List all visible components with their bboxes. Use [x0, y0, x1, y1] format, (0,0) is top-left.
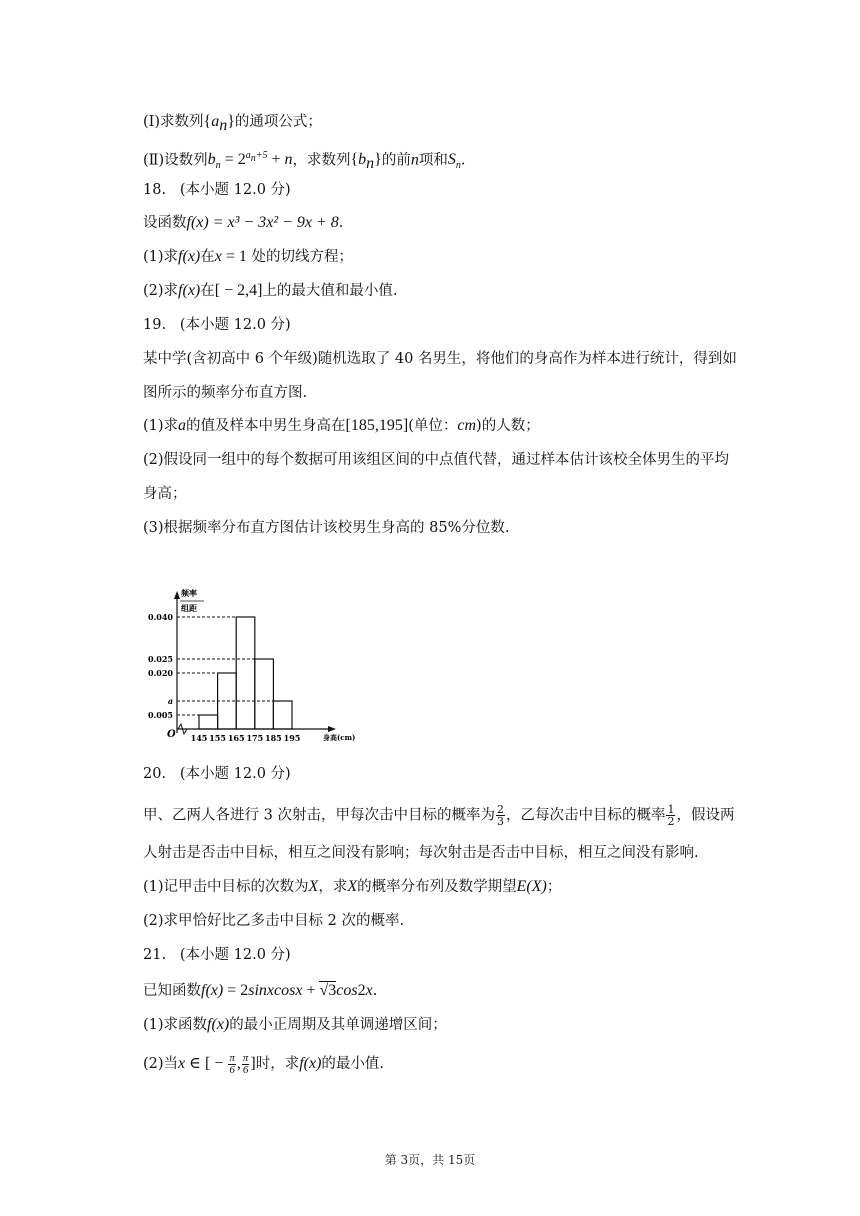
origin-label: O	[167, 729, 176, 740]
x-tick-label: 165	[227, 733, 245, 743]
q20-p1-end: ；	[546, 879, 562, 895]
q20-p1-mid: ，求	[318, 879, 348, 895]
q21-p2-pre: (2)当	[143, 1056, 179, 1073]
q21-p1-pre: (1)求函数	[143, 1017, 208, 1033]
q18-part2	[143, 281, 398, 301]
frac1-num: 2	[496, 803, 504, 816]
x-axis-label: 身高(cm)	[323, 733, 356, 742]
y-label-top: 频率	[181, 588, 197, 598]
q18-header	[143, 180, 291, 200]
q21-stem	[143, 981, 377, 1001]
x-axis-arrow	[328, 726, 336, 732]
q19-part3: (3)根据频率分布直方图估计该校男生身高的 85%分位数.	[143, 520, 510, 536]
page-footer: 第 3页，共 15页	[384, 1153, 476, 1167]
q20-tag: (本小题 12.0 分)	[179, 766, 291, 782]
histogram-bar	[273, 701, 292, 729]
math-bn-def: $b_n = 2^{a_n+5} + n$	[207, 150, 293, 172]
x-tick-label: 195	[283, 733, 301, 743]
y-tick-label: 0.020	[147, 668, 173, 678]
math-cm: cm	[457, 417, 477, 434]
x-tick-label: 185	[265, 733, 282, 743]
frac2-den: 2	[667, 815, 675, 828]
math-fx: f(x)	[207, 1016, 230, 1033]
q17-part2-mid: ，求数列	[292, 152, 351, 169]
q18-p2-pre: (2)求	[143, 283, 179, 299]
q18-p2-end: 上的最大值和最小值.	[262, 283, 398, 299]
q18-tag: (本小题 12.0 分)	[179, 182, 291, 198]
q20-p1-pre: (1)记甲击中目标的次数为	[143, 879, 309, 895]
q17-part1-pre: (Ⅰ)求数列	[143, 114, 204, 130]
y-tick-label: a	[167, 696, 173, 706]
frac1-den: 3	[496, 815, 504, 828]
q17-part2-mid3: 项和	[418, 152, 448, 169]
fraction-one-half	[666, 804, 675, 827]
q21-stem-pre: 已知函数	[143, 983, 201, 999]
q17-part1-post: 的通项公式；	[234, 114, 322, 130]
math-fx: f(x)	[299, 1055, 322, 1073]
x-tick-label: 155	[209, 733, 226, 743]
q19-interval: [185,195]	[345, 417, 409, 434]
q21-stem-end: .	[372, 983, 378, 999]
q20-header	[143, 764, 291, 784]
q18-p1-mid2: 处的切线方程；	[251, 249, 353, 265]
math-a: a	[178, 417, 187, 434]
q18-part1	[143, 247, 353, 267]
q19-stem-line2: 图所示的频率分布直方图.	[143, 385, 308, 401]
q17-part2-pre: (Ⅱ)设数列	[143, 152, 208, 169]
q20-stem-c: ，假设两	[676, 807, 735, 824]
q18-p1-pre: (1)求	[143, 249, 179, 265]
q19-part1	[143, 416, 540, 436]
q21-p2-mid: 时，求	[255, 1056, 300, 1073]
q21-formula: f(x) = 2sinxcosx + √3cos2x	[201, 982, 373, 999]
histogram-bar	[255, 659, 274, 729]
q19-unit-pre: (单位：	[408, 418, 458, 434]
q19-header	[143, 315, 291, 335]
y-label-bottom: 组距	[181, 603, 197, 613]
q20-stem-b: ，乙每次击中目标的概率	[505, 807, 666, 824]
q18-stem-end: .	[338, 215, 344, 231]
q17-part2	[143, 146, 465, 177]
x-tick-label: 175	[246, 733, 264, 743]
math-sn: $S_n$	[447, 151, 461, 172]
q21-part1	[143, 1015, 447, 1035]
fraction-two-thirds	[496, 804, 505, 827]
q20-stem-line1	[143, 804, 734, 827]
math-fx: f(x)	[178, 282, 201, 299]
q18-p1-mid: 在	[200, 249, 215, 265]
math-set-an: $\{a_n\}$	[203, 113, 235, 135]
frac2-num: 1	[667, 803, 675, 816]
q20-part2: (2)求甲恰好比乙多击中目标 2 次的概率.	[143, 913, 405, 929]
y-tick-label: 0.005	[147, 710, 173, 720]
histogram-marks	[148, 612, 300, 743]
q18-interval: [ − 2,4]	[214, 282, 263, 299]
y-tick-label: 0.025	[147, 654, 173, 664]
q21-header	[143, 945, 291, 965]
math-EX: E(X)	[516, 878, 547, 895]
q20-part1	[143, 877, 561, 897]
q19-part2-line1: (2)假设同一组中的每个数据可用该组区间的中点值代替，通过样本估计该校全体男生的平均	[143, 452, 730, 468]
math-fx: f(x)	[178, 248, 201, 265]
q21-interval: [ − $\frac{\pi}{6}$ , $\frac{\pi}{6}$ ]	[201, 1052, 256, 1076]
q20-p1-mid2: 的概率分布列及数学期望	[357, 879, 517, 895]
math-X-2: X	[347, 878, 358, 895]
q17-part2-end: .	[460, 152, 466, 169]
q19-p1-mid: 的值及样本中男生身高在	[186, 418, 346, 434]
histogram-bar	[199, 715, 218, 729]
q19-p1-pre: (1)求	[143, 418, 179, 434]
q21-p2-end: 的最小值.	[321, 1056, 385, 1073]
math-X: X	[308, 878, 319, 895]
math-set-bn: $\{b_n\}$	[350, 151, 382, 173]
q20-number: 20.	[143, 766, 167, 782]
x-tick-label: 145	[190, 733, 208, 743]
q19-number: 19.	[143, 317, 167, 333]
math-x-in: x ∈	[178, 1055, 201, 1073]
q19-part2-line2: 身高；	[143, 486, 187, 502]
q17-part1	[143, 112, 322, 136]
q18-formula: f(x) = x³ − 3x² − 9x + 8	[186, 214, 339, 231]
q19-stem-line1: 某中学(含初高中 6 个年级)随机选取了 40 名男生，将他们的身高作为样本进行统计，得到如	[143, 351, 737, 367]
histogram-bar	[236, 617, 255, 729]
q18-number: 18.	[143, 182, 167, 198]
q19-tag: (本小题 12.0 分)	[179, 317, 291, 333]
q21-number: 21.	[143, 947, 167, 963]
q19-p1-end: )的人数；	[476, 418, 540, 434]
y-axis-arrow	[174, 591, 180, 599]
y-tick-label: 0.040	[147, 612, 173, 622]
q17-part2-mid2: 的前	[381, 152, 411, 169]
q20-stem-a: 甲、乙两人各进行 3 次射击，甲每次击中目标的概率为	[143, 807, 495, 824]
q21-p1-end: 的最小正周期及其单调递增区间；	[229, 1017, 447, 1033]
math-x-eq-1: x = 1	[214, 248, 247, 265]
q20-stem-line2: 人射击是否击中目标，相互之间没有影响；每次射击是否击中目标，相互之间没有影响.	[143, 845, 699, 861]
math-n: n	[410, 151, 419, 169]
q18-stem-pre: 设函数	[143, 215, 187, 231]
q18-p2-mid: 在	[200, 283, 215, 299]
frequency-histogram	[140, 585, 360, 750]
q18-stem	[143, 213, 343, 233]
q21-tag: (本小题 12.0 分)	[179, 947, 291, 963]
q21-part2	[143, 1053, 384, 1076]
